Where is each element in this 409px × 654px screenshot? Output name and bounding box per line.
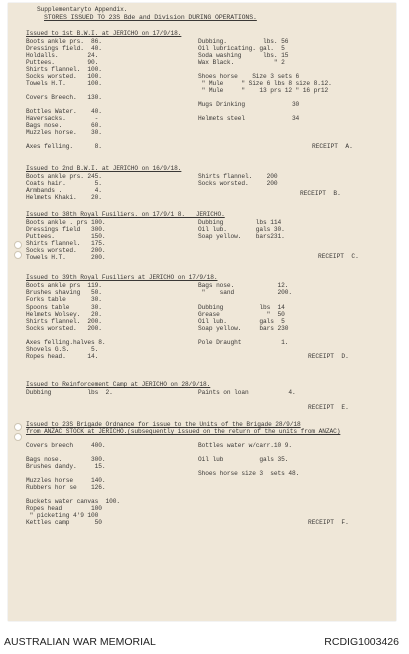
section-right-5-0: Bottles water w/carr.10 9. bbox=[198, 442, 292, 449]
section-right-3-1: " sand 200. bbox=[198, 289, 292, 296]
section-heading: Issued to 23S Brigade Ordnance for issue to the Units of the Brigade 28/9/18 bbox=[26, 421, 301, 428]
section-right-0-6: " Mule " Size 6 lbs 8 size 8.12. bbox=[198, 80, 332, 87]
section-left-5-2: Bags nose. 300. bbox=[26, 456, 106, 463]
section-left-1-0: Boots ankle prs. 245. bbox=[26, 173, 102, 180]
section-left-2-1: Dressings field 300. bbox=[26, 226, 106, 233]
section-left-5-9: Ropes head 100 bbox=[26, 505, 102, 512]
section-left-0-3: Puttees. 90. bbox=[26, 59, 99, 66]
section-right-0-0: Dubbing. lbs. 56 bbox=[198, 38, 289, 45]
section-left-0-4: Shirts flannel. 100. bbox=[26, 66, 102, 73]
section-left-3-8: Axes felling.halves 8. bbox=[26, 339, 106, 346]
section-left-0-5: Socks worsted. 100. bbox=[26, 73, 102, 80]
section-left-0-10: Bottles Water. 40. bbox=[26, 108, 102, 115]
section-left-3-10: Ropes head. 14. bbox=[26, 353, 99, 360]
archive-footer bbox=[0, 630, 409, 654]
section-heading-continued: from ANZAC STOCK at JERICHO.(subsequently issued on the return of the units from ANZAC) bbox=[26, 428, 341, 435]
section-left-0-12: Bags nose. 60. bbox=[26, 122, 102, 129]
punch-holes bbox=[14, 3, 22, 621]
section-right-3-3: Dubbing lbs 14 bbox=[198, 304, 285, 311]
receipt-label: RECEIPT D. bbox=[308, 353, 349, 360]
section-right-3-5: Oil lub. gals 5 bbox=[198, 318, 285, 325]
footer-record-id: RCDIG1003426 bbox=[324, 636, 399, 648]
section-right-0-3: Wax Black. " 2 bbox=[198, 59, 285, 66]
footer-institution: AUSTRALIAN WAR MEMORIAL bbox=[4, 636, 156, 648]
section-left-0-2: Holdalls. 24. bbox=[26, 52, 99, 59]
section-left-3-1: Brushes shaving 50. bbox=[26, 289, 102, 296]
section-left-5-3: Brushes dandy. 15. bbox=[26, 463, 106, 470]
section-left-3-5: Shirts flannel. 200. bbox=[26, 318, 102, 325]
header-line-1: Supplementaryto Appendix. bbox=[37, 6, 128, 13]
section-right-1-0: Shirts flannel. 200 bbox=[198, 173, 278, 180]
section-left-1-1: Coats hair. 5. bbox=[26, 180, 102, 187]
section-left-3-4: Helmets Wolsey. 20. bbox=[26, 311, 102, 318]
section-left-0-8: Covers Breech. 130. bbox=[26, 94, 102, 101]
section-right-0-7: " Mule " 13 prs 12 " 16 pr12 bbox=[198, 87, 329, 94]
section-left-5-0: Covers breech 400. bbox=[26, 442, 106, 449]
section-left-0-1: Dressings field. 40. bbox=[26, 45, 102, 52]
section-left-3-6: Socks worsted. 200. bbox=[26, 325, 102, 332]
receipt-label: RECEIPT A. bbox=[312, 143, 353, 150]
section-left-2-4: Socks worsted. 200. bbox=[26, 247, 106, 254]
section-left-0-13: Muzzles horse. 30. bbox=[26, 129, 102, 136]
section-left-0-6: Towels H.T. 100. bbox=[26, 80, 102, 87]
section-left-0-0: Boots ankle prs. 86. bbox=[26, 38, 102, 45]
section-right-3-6: Soap yellow. bars 230 bbox=[198, 325, 289, 332]
receipt-label: RECEIPT B. bbox=[300, 190, 341, 197]
section-heading: Issued to 39th Royal Fusiliers at JERICHO on 17/9/18. bbox=[26, 274, 218, 281]
section-left-3-2: Forks table 30. bbox=[26, 296, 102, 303]
receipt-label: RECEIPT E. bbox=[308, 404, 349, 411]
section-left-3-9: Shovels G.S. 5. bbox=[26, 346, 99, 353]
punch-hole bbox=[14, 433, 22, 441]
section-left-5-6: Rubbers hor se 126. bbox=[26, 484, 106, 491]
section-left-1-2: Armbands . 4. bbox=[26, 187, 102, 194]
punch-hole bbox=[14, 251, 22, 259]
section-heading: Issued to 1st B.W.I. at JERICHO on 17/9/18. bbox=[26, 30, 182, 37]
receipt-label: RECEIPT C. bbox=[318, 253, 359, 260]
receipt-label: RECEIPT F. bbox=[308, 519, 349, 526]
section-left-5-5: Muzzles horse 140. bbox=[26, 477, 106, 484]
section-right-0-1: Oil lubricating. gal. 5 bbox=[198, 45, 285, 52]
section-left-2-5: Towels H.T. 200. bbox=[26, 254, 106, 261]
section-right-3-0: Bags nose. 12. bbox=[198, 282, 289, 289]
punch-hole bbox=[14, 423, 22, 431]
section-heading: Issued to 38th Royal Fusiliers. on 17/9/1 8. JERICHO. bbox=[26, 211, 225, 218]
section-left-2-3: Shirts flannel. 175. bbox=[26, 240, 106, 247]
section-right-2-0: Dubbing lbs 114 bbox=[198, 219, 282, 226]
section-left-5-10: " picketing 4'9 100 bbox=[26, 512, 99, 519]
section-left-3-0: Boots ankle prs 119. bbox=[26, 282, 102, 289]
section-right-5-2: Oil lub gals 35. bbox=[198, 456, 289, 463]
section-left-0-11: Haversacks. - bbox=[26, 115, 99, 122]
section-right-5-4: Shoes horse size 3 sets 48. bbox=[198, 470, 300, 477]
section-left-5-11: Kettles camp 50 bbox=[26, 519, 102, 526]
section-right-0-9: Mugs Drinking 30 bbox=[198, 101, 300, 108]
document-page bbox=[8, 3, 396, 621]
section-left-1-3: Helmets Khaki. 20. bbox=[26, 194, 102, 201]
header-line-2: STORES ISSUED TO 23S Bde and Division DURING OPERATIONS. bbox=[44, 14, 257, 21]
punch-hole bbox=[14, 241, 22, 249]
section-right-0-11: Helmets steel 34 bbox=[198, 115, 300, 122]
section-right-2-1: Oil lub. gals 30. bbox=[198, 226, 285, 233]
section-right-0-2: Soda washing lbs. 15 bbox=[198, 52, 289, 59]
section-left-2-2: Puttees. 150. bbox=[26, 233, 106, 240]
section-left-2-0: Boots ankle . prs 100. bbox=[26, 219, 106, 226]
section-left-3-3: Spoons table 30. bbox=[26, 304, 102, 311]
section-right-1-1: Socks worsted. 200 bbox=[198, 180, 278, 187]
section-right-3-4: Grease " 50 bbox=[198, 311, 285, 318]
section-right-0-5: Shoes horse Size 3 sets 6 bbox=[198, 73, 300, 80]
section-right-4-0: Paints on loan 4. bbox=[198, 389, 296, 396]
section-heading: Issued to Reinforcement Camp at JERICHO on 28/9/18. bbox=[26, 381, 211, 388]
section-right-2-2: Soap yellow. bars231. bbox=[198, 233, 285, 240]
section-left-0-15: Axes felling. 8. bbox=[26, 143, 102, 150]
section-left-5-8: Buckets water canvas 100. bbox=[26, 498, 120, 505]
section-heading: Issued to 2nd B.W.I. at JERICHO on 16/9/18. bbox=[26, 165, 182, 172]
section-left-4-0: Dubbing lbs 2. bbox=[26, 389, 113, 396]
section-right-3-8: Pole Draught 1. bbox=[198, 339, 289, 346]
